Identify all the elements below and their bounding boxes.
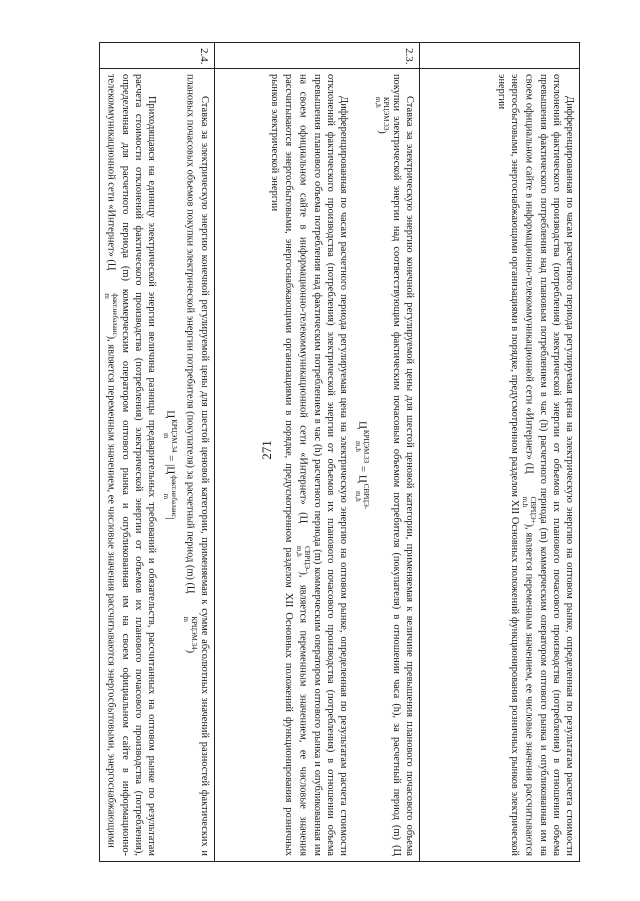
- row-number: 2.4.: [99, 43, 214, 69]
- formula: Ц КРЦЭМ.34 m = |Ц факт.небаланс m |: [161, 410, 178, 520]
- paragraph: Ставка за электрическую энергию конечной регулируемой цены для шестой ценовой категории, применяемая к сумме абсолютных значений разностей фактических и плановых почасовых объемов покупки электрической энергии потребителя (покупателя) за расчетный период (m) (Ц КРЦЭМ.34 m ): [181, 74, 210, 856]
- row-text: [420, 69, 580, 862]
- paragraph: Приходящаяся на единицу электрической энергии величина разницы предварительных требований и обязательств, рассчитанных на оптовом рынке по результатам расчета стоимости отклонений фактического производства (потребления) электрической энергии от объемов их планового почасового производства (потребления), определенная для расчетного периода (m) коммерческим оператором оптового рынка и опубликованная им на своем официальном сайте в информационно-телекоммуникационной сети «Интернет» (Ц факт.небаланс m ), является переменным значением, ее числовые значения рассчитываются энергосбытовыми, энергоснабжающими: [102, 74, 157, 856]
- page-number: 271: [259, 440, 274, 460]
- row-number: [420, 43, 580, 69]
- table-row: [99, 43, 214, 862]
- paragraph: Ставка за электрическую энергию конечной регулируемой цены для шестой ценовой категории, применяемая к величине превышения планового почасового объема покупки электрической энергии над соответствующим фактическим почасовым объемом потребителя (покупателя) в отношении часа (h), за расчетный период (m) (Ц КРЦЭМ.3З m,h ): [373, 74, 415, 856]
- rotated-table-page: [100, 42, 580, 862]
- paragraph: Дифференцированная по часам расчетного периода регулируемая цена на электрическую энергию на оптовом рынке, определенная по результатам расчета стоимости отклонений фактического производства (потребления) электрической энергии от объемов их планового почасового производства (потребления) в отношении объема превышения фактического потребления над плановым потреблением в час (h) расчетного периода (m) коммерческим оператором оптового рынка и опубликованная им на своем официальном сайте в информационно-телекоммуникационной сети «Интернет» (Ц СВРЦЭ+ m,h ), является переменным значением, ее числовые значения рассчитываются энергосбытовыми, энергоснабжающими организациями в порядке, предусмотренном разделом XII Основных положений функционирования розничных рынков электрической энергии: [495, 74, 575, 856]
- table-row: [420, 43, 580, 862]
- row-text: [99, 69, 214, 862]
- paragraph: Дифференцированная по часам расчетного периода регулируемая цена на электрическую энергию на оптовом рынке, определенная по результатам расчета стоимости отклонений фактического производства (потребления) электрической энергии от объемов их планового почасового производства (потребления) в отношении объема превышения планового объема потребления над фактическим потреблением в час (h) расчетного периода (m) коммерческим оператором оптового рынка и опубликованная им на своем официальном сайте в информационно-телекоммуникационной сети «Интернет» (Ц СВРЦЭ- m,h ), является переменным значением, ее числовые значения рассчитываются энергосбытовыми, энергоснабжающими организациями в порядке, предусмотренном разделом XII Основных положений функционирования розничных рынков электрической энергии: [269, 74, 349, 856]
- tariff-table: [99, 42, 580, 862]
- row-text: [215, 69, 420, 862]
- formula: Ц КРЦЭМ.3З m,h = Ц СВРЦЭ- m,h: [353, 420, 370, 510]
- table-row: [215, 43, 420, 862]
- row-number: 2.3.: [215, 43, 420, 69]
